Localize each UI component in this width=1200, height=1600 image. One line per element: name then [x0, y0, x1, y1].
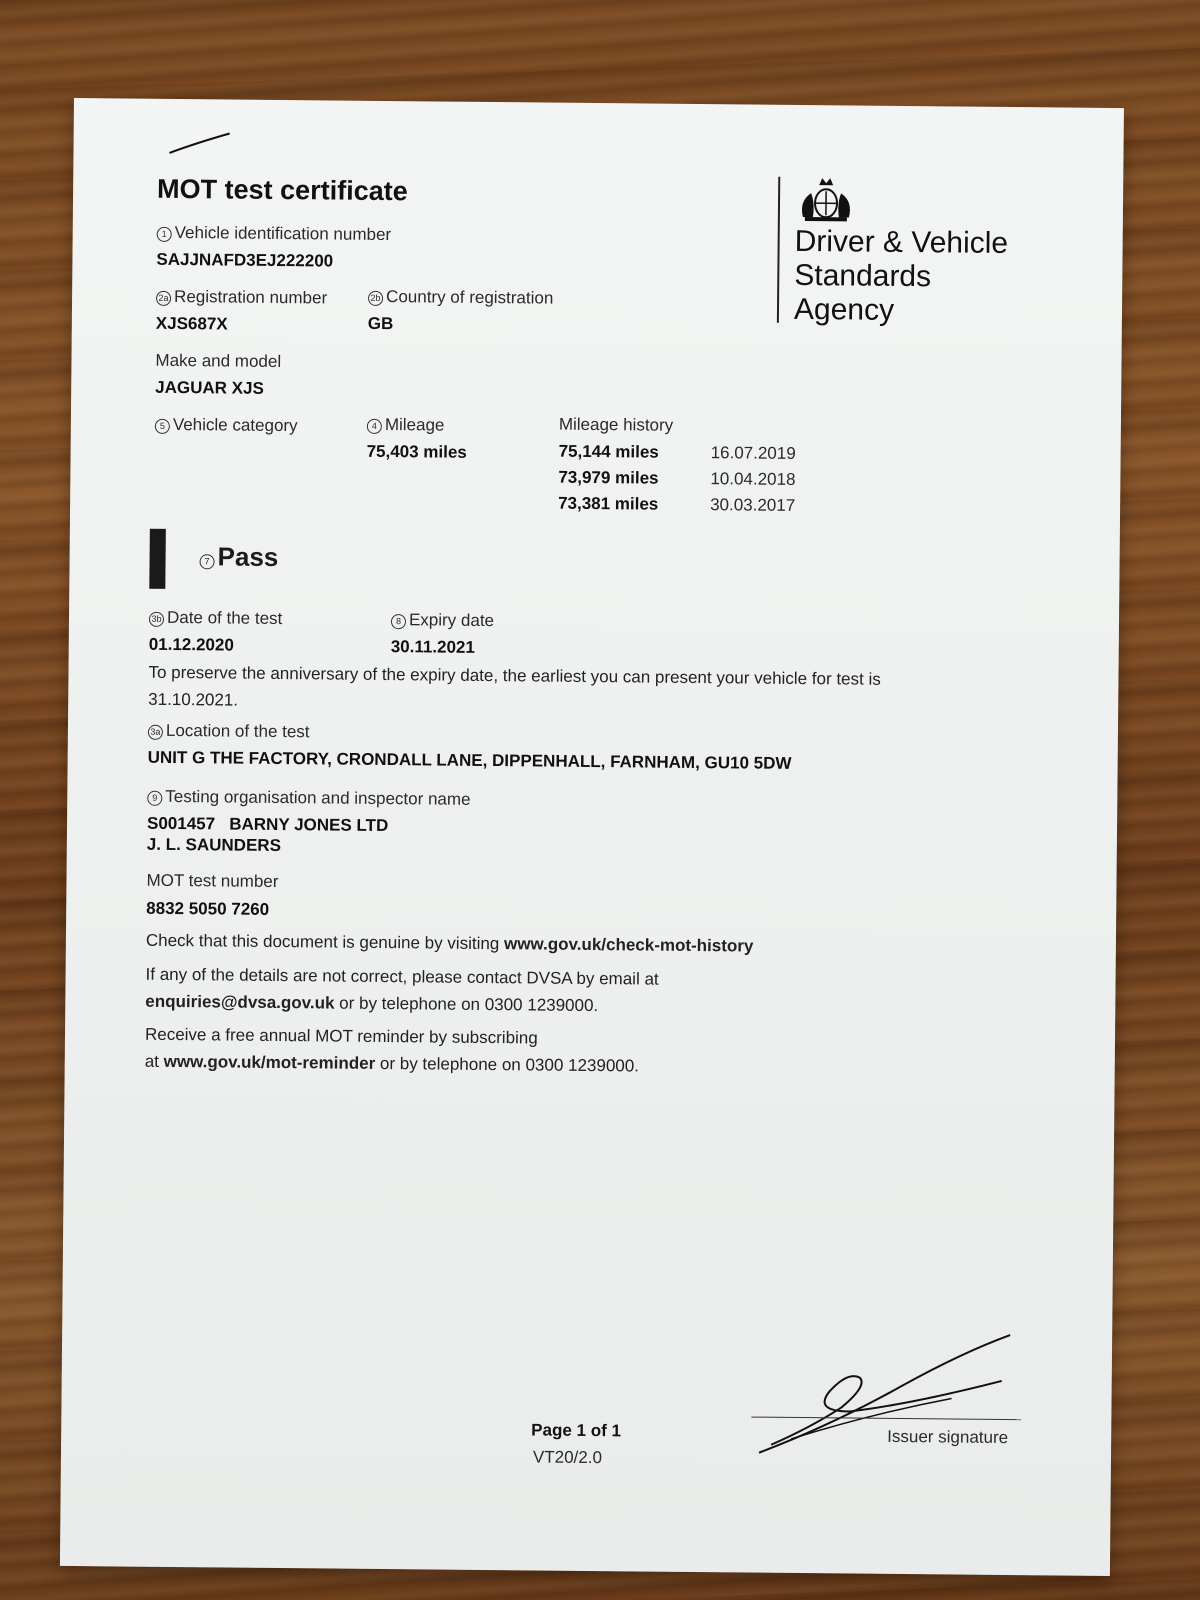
- test-number-label: MOT test number: [146, 870, 279, 891]
- agency-line-3: Agency: [793, 292, 895, 327]
- vin-label: 1 Vehicle identification number: [157, 223, 392, 245]
- contact-info: [145, 961, 659, 1020]
- history-date-1: 16.07.2019: [710, 443, 796, 463]
- check-genuine: Check that this document is genuine by visiting www.gov.uk/check-mot-history: [145, 930, 754, 956]
- history-miles-3: 73,381 miles: [558, 493, 659, 514]
- royal-crest-icon: [795, 173, 857, 224]
- doc-title: MOT test certificate: [156, 173, 408, 207]
- expiry-value: 30.11.2021: [390, 637, 475, 657]
- mileage-label: 4 Mileage: [367, 415, 445, 436]
- contact-line-1: If any of the details are not correct, please contact DVSA by email at: [145, 964, 659, 989]
- expiry-num: 8: [391, 614, 406, 629]
- result-num: 7: [199, 554, 214, 569]
- vin-value: SAJJNAFD3EJ222200: [156, 249, 334, 271]
- history-date-2: 10.04.2018: [710, 469, 796, 489]
- location-label: 3a Location of the test: [148, 721, 310, 743]
- result-bar: [149, 529, 166, 589]
- country-value: GB: [367, 313, 394, 334]
- agency-rule: [777, 177, 780, 323]
- expiry-label: 8 Expiry date: [391, 610, 494, 631]
- anniversary-note: [148, 659, 1028, 721]
- test-number-value: 8832 5050 7260: [146, 898, 270, 919]
- history-date-3: 30.03.2017: [710, 495, 796, 515]
- agency-line-1: Driver & Vehicle: [794, 224, 1009, 260]
- test-date-label: 3b Date of the test: [149, 608, 282, 629]
- test-date-num: 3b: [149, 612, 164, 627]
- agency-name: [794, 225, 1008, 329]
- contact-line-2: enquiries@dvsa.gov.uk or by telephone on 0300 1239000.: [145, 991, 599, 1016]
- pen-mark-icon: [165, 129, 235, 160]
- mileage-history-label: Mileage history: [558, 414, 674, 435]
- mot-reminder-link[interactable]: www.gov.uk/mot-reminder: [163, 1051, 376, 1073]
- result: [199, 541, 278, 573]
- registration-num: 2a: [156, 291, 171, 306]
- location-num: 3a: [148, 725, 163, 740]
- category-num: 5: [155, 419, 170, 434]
- country-num: 2b: [368, 291, 383, 306]
- form-code: VT20/2.0: [532, 1447, 603, 1468]
- page-number: Page 1 of 1: [531, 1420, 622, 1441]
- reminder-line-1: Receive a free annual MOT reminder by subscribing: [144, 1024, 538, 1048]
- reminder-line-2: at www.gov.uk/mot-reminder or by telephone on 0300 1239000.: [144, 1051, 640, 1076]
- organisation-num: 9: [147, 791, 162, 806]
- contact-email[interactable]: enquiries@dvsa.gov.uk: [145, 991, 335, 1013]
- history-miles-1: 75,144 miles: [558, 441, 659, 462]
- category-label: 5 Vehicle category: [155, 415, 298, 436]
- make-model-label: Make and model: [155, 350, 282, 372]
- mileage-num: 4: [367, 419, 382, 434]
- anniversary-note-line-1: To preserve the anniversary of the expiry date, the earliest you can present your vehicle for test is: [148, 662, 881, 689]
- mot-certificate: [60, 98, 1124, 1576]
- location-value: UNIT G THE FACTORY, CRONDALL LANE, DIPPENHALL, FARNHAM, GU10 5DW: [147, 747, 792, 773]
- organisation-label: 9 Testing organisation and inspector name: [147, 787, 470, 810]
- registration-label: 2a Registration number: [156, 287, 327, 309]
- registration-value: XJS687X: [155, 313, 228, 334]
- result-value: Pass: [217, 541, 279, 572]
- reminder-info: [145, 1021, 640, 1080]
- signature-label: Issuer signature: [887, 1426, 1009, 1448]
- country-label: 2b Country of registration: [368, 287, 553, 309]
- history-miles-2: 73,979 miles: [558, 467, 659, 488]
- inspector-name: J. L. SAUNDERS: [146, 834, 282, 856]
- anniversary-note-line-2: 31.10.2021.: [148, 689, 239, 710]
- test-date-value: 01.12.2020: [148, 634, 234, 655]
- vin-num: 1: [157, 227, 172, 242]
- make-model-value: JAGUAR XJS: [155, 377, 264, 398]
- check-mot-link[interactable]: www.gov.uk/check-mot-history: [503, 934, 754, 956]
- organisation-line-1: S001457 BARNY JONES LTD: [146, 813, 389, 836]
- agency-line-2: Standards: [794, 258, 932, 294]
- mileage-value: 75,403 miles: [366, 441, 467, 462]
